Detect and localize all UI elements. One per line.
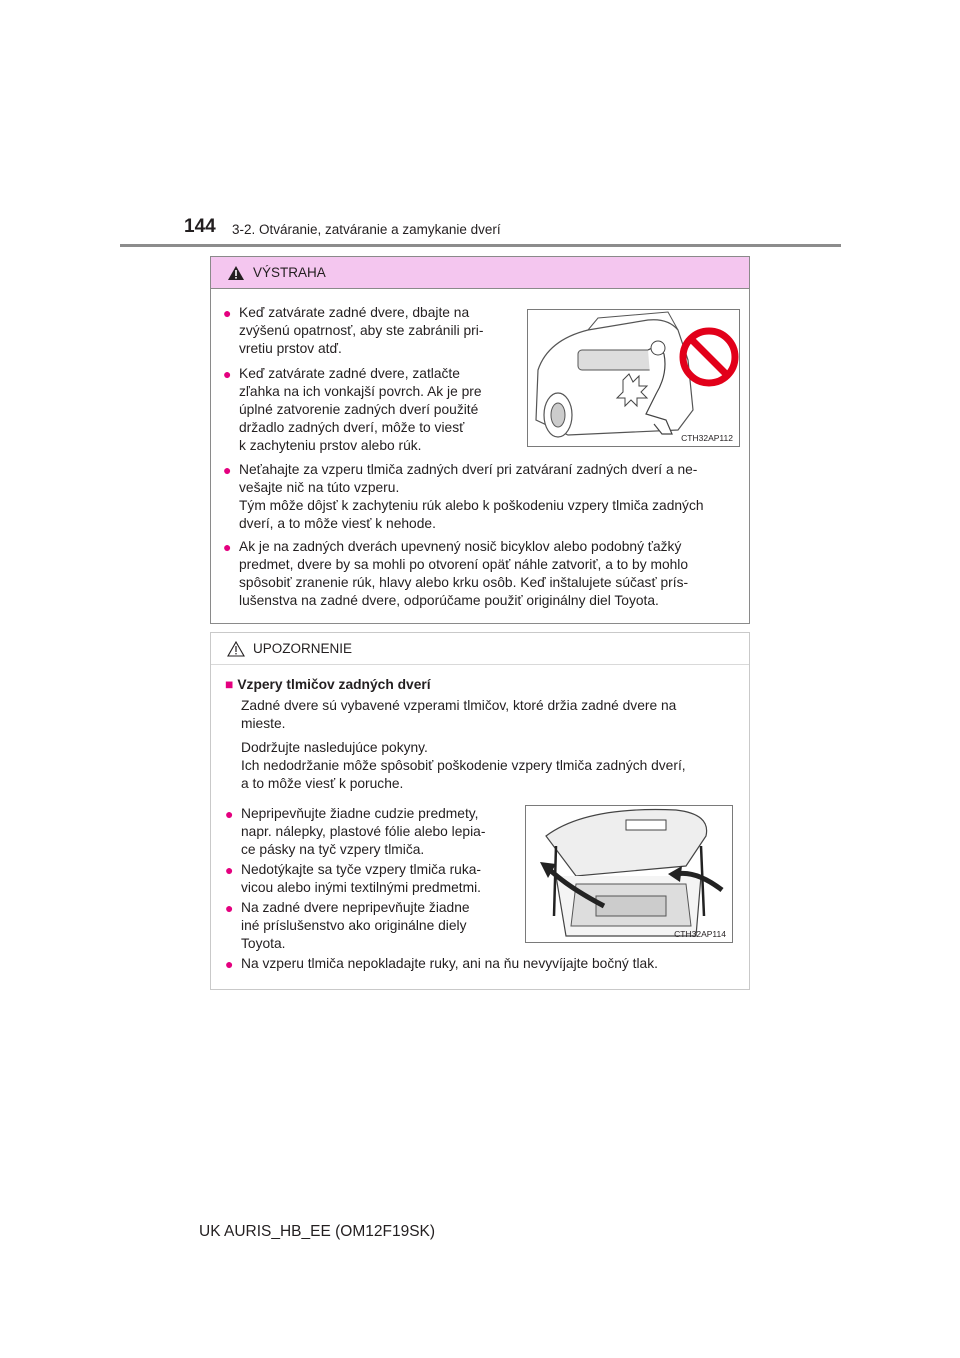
bullet-dot-icon: ● [225, 806, 234, 822]
car-closing-door-illustration [528, 310, 739, 446]
illustration-code: CTH32AP114 [674, 929, 726, 939]
square-bullet-icon: ■ [225, 677, 234, 692]
open-back-door-illustration [526, 806, 732, 942]
warning-box [210, 256, 750, 624]
notice-heading: ■ Vzpery tlmičov zadných dverí [225, 677, 431, 692]
illustration-closing-back-door [527, 309, 740, 447]
bullet-dot-icon: ● [225, 900, 234, 916]
warning-triangle-icon [227, 265, 245, 281]
warning-bullet-2: ● Keď zatvárate zadné dvere, zatlačte zľahka na ich vonkajší povrch. Ak je pre úplné zatvorenie zadných dverí použité držadlo zadných dverí, môže to viesť k zachyteniu prstov alebo rúk. [223, 366, 482, 453]
warning-bullet-1: ● Keď zatvárate zadné dvere, dbajte na zvýšenú opatrnosť, aby ste zabránili pri- vretiu prstov atď. [223, 305, 484, 356]
notice-paragraph-2: Dodržujte nasledujúce pokyny. Ich nedodržanie môže spôsobiť poškodenie vzpery tlmiča zadných dverí, a to môže viesť k poruche. [241, 740, 686, 791]
warning-title: VÝSTRAHA [253, 265, 326, 280]
notice-paragraph-1: Zadné dvere sú vybavené vzperami tlmičov, ktoré držia zadné dvere na mieste. [241, 698, 677, 731]
bullet-dot-icon: ● [223, 539, 232, 555]
bullet-dot-icon: ● [223, 305, 232, 321]
notice-bullet-2: ● Nedotýkajte sa tyče vzpery tlmiča ruka- vicou alebo inými textilnými predmetmi. [225, 862, 481, 895]
bullet-dot-icon: ● [225, 862, 234, 878]
warning-header [211, 257, 749, 289]
illustration-code: CTH32AP112 [681, 433, 733, 443]
bullet-dot-icon: ● [223, 462, 232, 478]
bullet-dot-icon: ● [223, 366, 232, 382]
notice-title: UPOZORNENIE [253, 641, 353, 656]
notice-box [210, 632, 750, 990]
notice-bullet-3: ● Na zadné dvere nepripevňujte žiadne iné príslušenstvo ako originálne diely Toyota. [225, 900, 470, 951]
notice-bullet-1: ● Nepripevňujte žiadne cudzie predmety, napr. nálepky, plastové fólie alebo lepia- ce pásky na tyč vzpery tlmiča. [225, 806, 486, 857]
notice-header [211, 633, 749, 665]
bullet-dot-icon: ● [225, 956, 234, 972]
header-rule [120, 244, 841, 247]
footer-model-code: UK AURIS_HB_EE (OM12F19SK) [199, 1223, 436, 1240]
illustration-damper-stays [525, 805, 733, 943]
caution-triangle-icon [227, 641, 245, 657]
section-title: 3-2. Otváranie, zatváranie a zamykanie dverí [232, 222, 501, 237]
warning-bullet-4: ● Ak je na zadných dverách upevnený nosič bicyklov alebo podobný ťažký predmet, dvere by sa mohli po otvorení opäť náhle zatvoriť, a to by mohlo spôsobiť zranenie rúk, hlavy alebo krku osôb. Keď inštalujete súčasť prís- lušenstva na zadné dvere, odporúčame použiť originálny diel Toyota. [223, 539, 689, 608]
warning-bullet-3: ● Neťahajte za vzperu tlmiča zadných dverí pri zatváraní zadných dverí a ne- vešajte nič na túto vzperu. Tým môže dôjsť k zachyteniu rúk alebo k poškodeniu vzpery tlmiča zadných dverí, a to môže viesť k nehode. [223, 462, 704, 531]
page-number: 144 [184, 216, 216, 237]
notice-bullet-4: ● Na vzperu tlmiča nepokladajte ruky, ani na ňu nevyvíjajte bočný tlak. [225, 956, 658, 972]
